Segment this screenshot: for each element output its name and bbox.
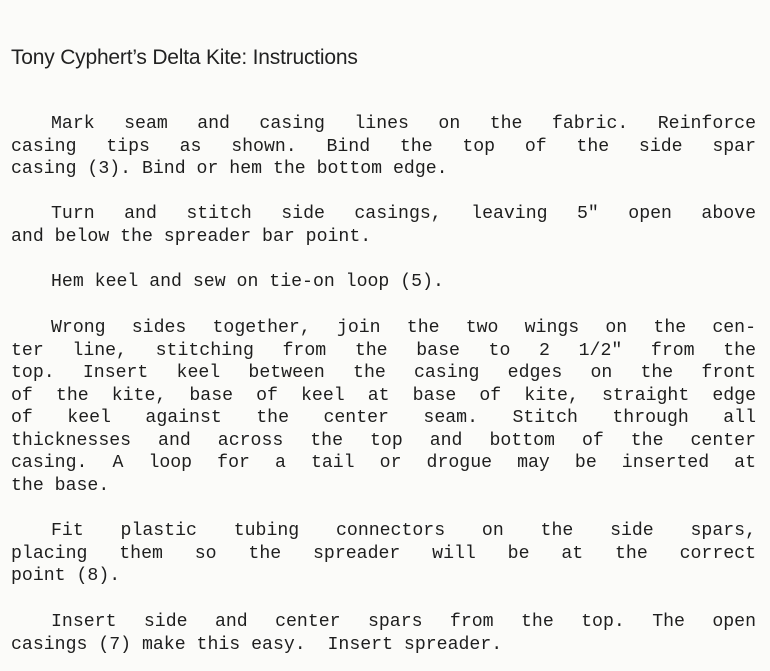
page-title: Tony Cyphert’s Delta Kite: Instructions — [11, 46, 358, 69]
paragraph-line: of keel against the center seam. Stitch through all — [11, 408, 756, 428]
paragraph-line: the base. — [11, 475, 110, 496]
paragraph-line: and below the spreader bar point. — [11, 226, 372, 247]
paragraph-line: casing (3). Bind or hem the bottom edge. — [11, 159, 448, 179]
paragraph-line: Fit plastic tubing connectors on the side spars, — [51, 521, 756, 541]
paragraph-line: thicknesses and across the top and bottom of the center — [11, 430, 756, 451]
paragraph-line: casing. A loop for a tail or drogue may be inserted at — [11, 453, 756, 473]
paragraph-line: Mark seam and casing lines on the fabric. Reinforce — [51, 114, 756, 134]
paragraph-line: point (8). — [11, 566, 121, 586]
instruction-paragraph-2 — [11, 203, 756, 248]
paragraph-line: Wrong sides together, join the two wings on the cen- — [51, 318, 756, 338]
paragraph-line: placing them so the spreader will be at the correct — [11, 543, 756, 564]
instruction-paragraph-5 — [11, 520, 756, 588]
paragraph-line: ter line, stitching from the base to 2 1/2" from the — [11, 340, 756, 361]
instruction-paragraph-4 — [11, 317, 756, 497]
paragraph-line: casing tips as shown. Bind the top of the side spar — [11, 136, 756, 157]
paragraph-line: Turn and stitch side casings, leaving 5" open above — [51, 204, 756, 224]
paragraph-line: of the kite, base of keel at base of kite, straight edge — [11, 385, 756, 406]
instruction-paragraph-1 — [11, 113, 756, 181]
paragraph-line: Hem keel and sew on tie-on loop (5). — [51, 272, 444, 292]
instruction-paragraph-3 — [11, 271, 756, 294]
paragraph-line: Insert side and center spars from the top. The open — [51, 612, 756, 632]
instruction-paragraph-6 — [11, 611, 756, 656]
paragraph-line: casings (7) make this easy. Insert spreader. — [11, 634, 503, 655]
paragraph-line: top. Insert keel between the casing edges on the front — [11, 363, 756, 383]
